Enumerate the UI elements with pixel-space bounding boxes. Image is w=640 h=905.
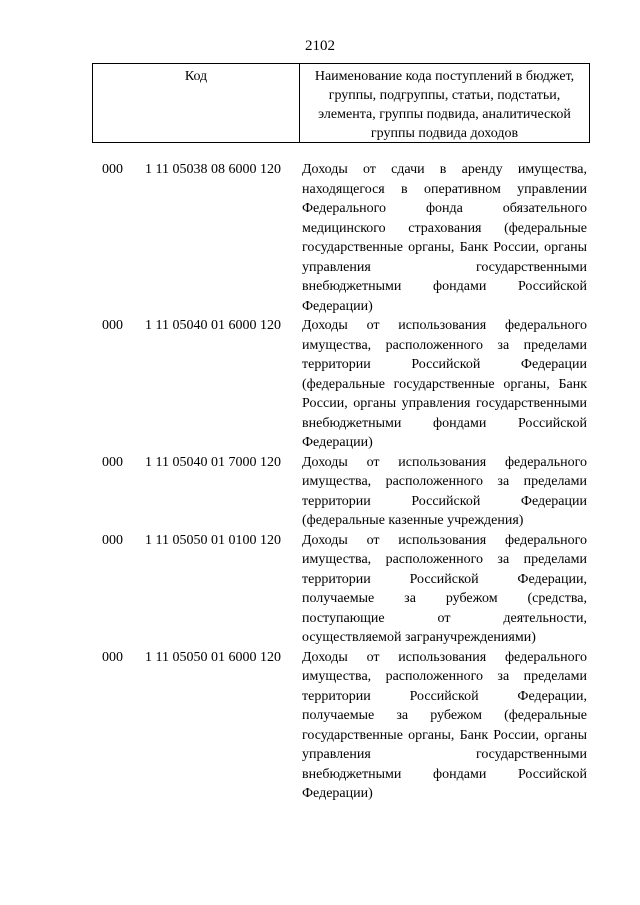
list-item: [0, 160, 640, 316]
income-code: 1 11 05050 01 6000 120: [145, 649, 281, 665]
list-item: [0, 453, 640, 531]
header-code-column: Код: [93, 64, 300, 142]
list-item: [0, 316, 640, 453]
admin-code: 000: [102, 454, 123, 470]
table-header: [92, 63, 590, 143]
admin-code: 000: [102, 532, 123, 548]
header-name-column: Наименование кода поступлений в бюджет, группы, подгруппы, статьи, подстатьи, элемента, группы подвида, аналитической группы подвида доходов: [314, 69, 575, 141]
income-description: Доходы от использования федерального имущества, расположенного за пределами территории Российской Федерации, получаемые за рубежом (средства, поступающие от деятельности, осуществляемой загранучреждениями): [302, 532, 587, 645]
list-item: [0, 648, 640, 804]
income-code: 1 11 05040 01 7000 120: [145, 454, 281, 470]
income-description: Доходы от использования федерального имущества, расположенного за пределами территории Российской Федерации (федеральные государственные органы, Банк России, органы управления государственными внебюджетными фондами Российской Федерации): [302, 318, 587, 450]
admin-code: 000: [102, 318, 123, 333]
list-item: [0, 531, 640, 648]
income-code: 1 11 05040 01 6000 120: [145, 318, 281, 333]
income-description: Доходы от использования федерального имущества, расположенного за пределами территории Российской Федерации, получаемые за рубежом (федеральные государственные органы, Банк России, органы управления государственными внебюджетными фондами Российской Федерации): [302, 649, 587, 801]
income-code: 1 11 05050 01 0100 120: [145, 532, 281, 548]
admin-code: 000: [102, 162, 123, 177]
income-description: Доходы от сдачи в аренду имущества, находящегося в оперативном управлении Федерального фонда обязательного медицинского страхования (федеральные государственные органы, Банк России, органы управления государственными внебюджетными фондами Российской Федерации): [302, 162, 587, 314]
income-description: Доходы от использования федерального имущества, расположенного за пределами территории Российской Федерации (федеральные казенные учреждения): [302, 454, 587, 528]
admin-code: 000: [102, 649, 123, 665]
page-number: 2102: [305, 38, 335, 54]
income-code: 1 11 05038 08 6000 120: [145, 162, 281, 177]
income-code-list: [0, 160, 640, 804]
